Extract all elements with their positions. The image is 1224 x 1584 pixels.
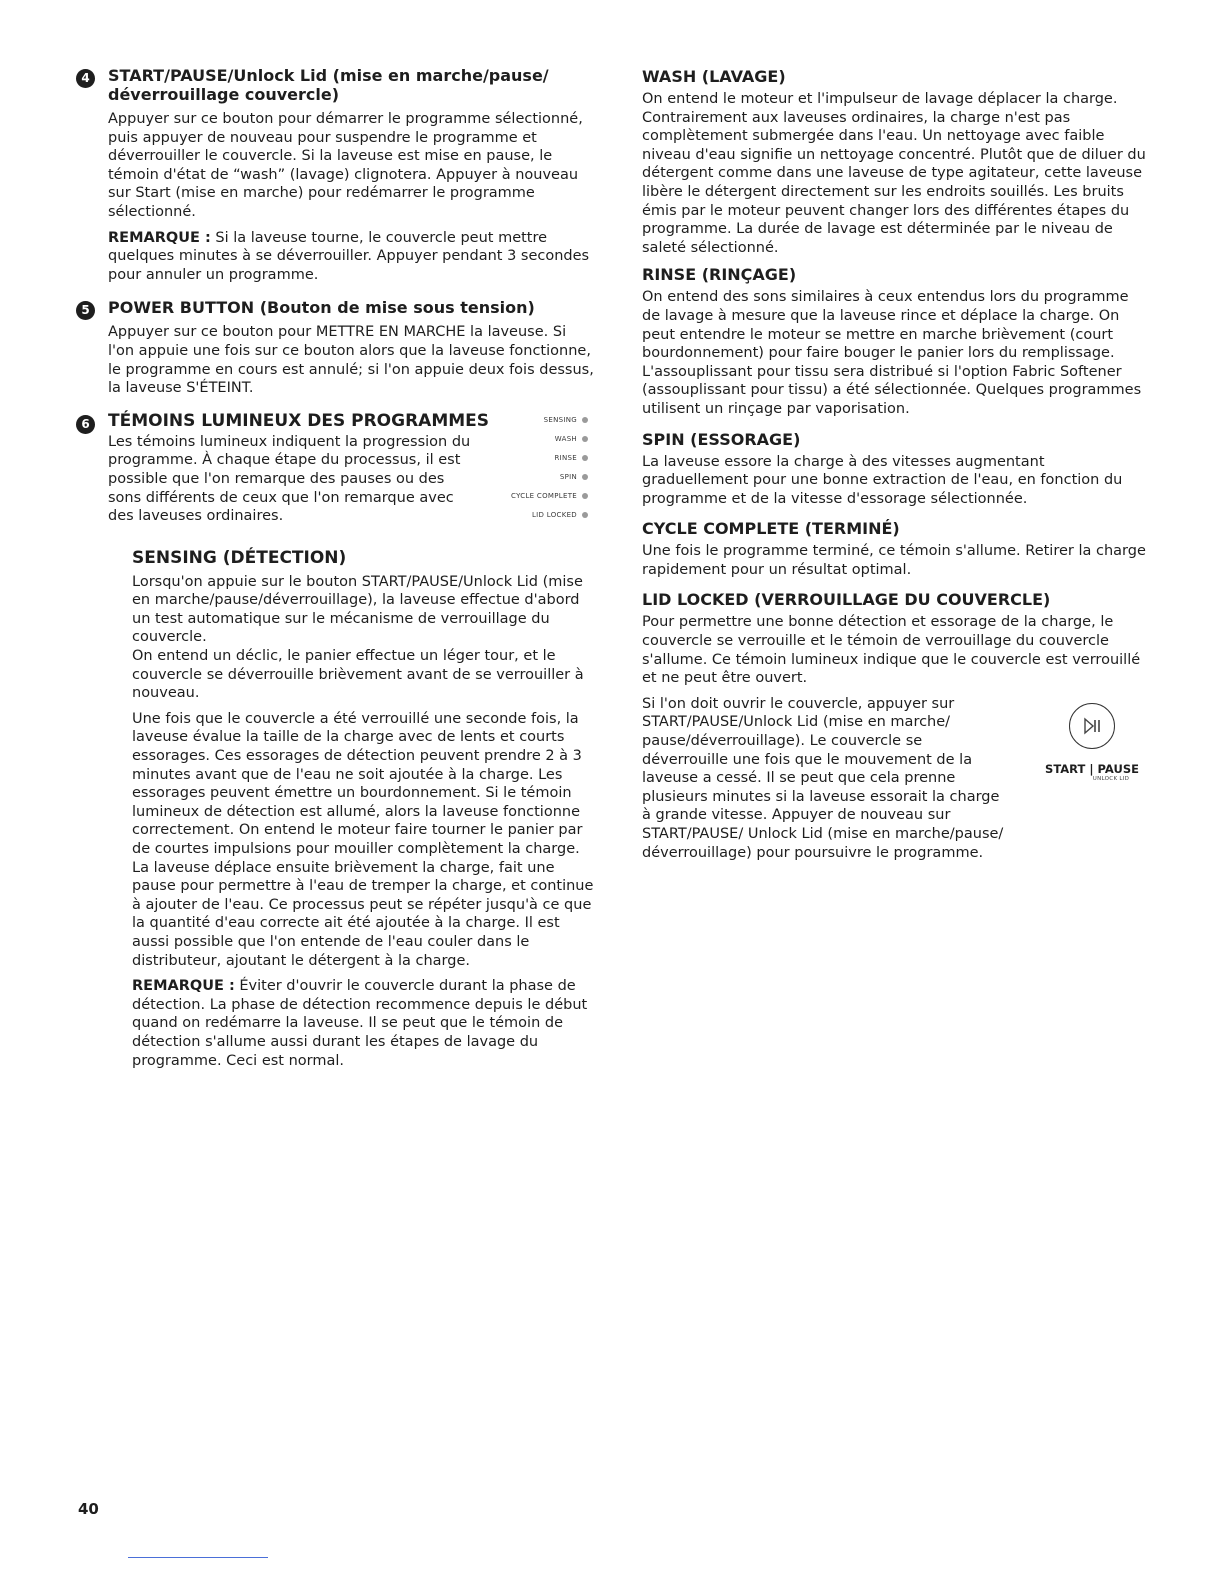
cycle-complete-body: Une fois le programme terminé, ce témoin s'allume. Retirer la charge rapidement pour un résultat optimal. <box>642 543 1146 578</box>
indicator-light-list <box>478 411 588 525</box>
sensing-note <box>132 977 596 1070</box>
rinse-title: RINSE (RINÇAGE) <box>642 265 797 285</box>
section-spin <box>642 429 1147 509</box>
indicator-spin: SPIN <box>478 468 588 487</box>
lid-locked-body2: Si l'on doit ouvrir le couvercle, appuyer sur START/PAUSE/Unlock Lid (mise en marche/ pause/déverrouillage). Le couvercle se déverrouille une fois que le mouvement de la laveuse a cessé. Il se peut que cela prenne plusieurs minutes si la laveuse essorait la charge à grande vitesse. Appuyer de nouveau sur START/PAUSE/ Unlock Lid (mise en marche/pause/ déverrouillage) pour poursuivre le programme. <box>642 695 1004 861</box>
note-label: REMARQUE : <box>108 229 211 246</box>
note-text: Si la laveuse tourne, le couvercle peut mettre quelques minutes à se déverrouiller. Appuyer pendant 3 secondes pour annuler un programme. <box>108 229 590 283</box>
section-cycle-complete <box>642 518 1147 579</box>
item-5-title <box>108 298 596 317</box>
number-badge-6: 6 <box>76 415 95 434</box>
wash-title: WASH (LAVAGE) <box>642 67 786 86</box>
note-label: REMARQUE : <box>132 978 235 995</box>
indicator-cycle-complete: CYCLE COMPLETE <box>478 487 588 506</box>
item-5-body: Appuyer sur ce bouton pour METTRE EN MARCHE la laveuse. Si l'on appuie une fois sur ce bouton alors que la laveuse fonctionne, le programme en cours est annulé; si l'on appuie deux fois dessus, la laveuse S'ÉTEINT. <box>108 324 594 397</box>
section-sensing <box>76 548 596 1070</box>
item-4-note <box>76 229 596 285</box>
section-wash <box>642 66 1147 257</box>
item-5-heading <box>76 298 596 317</box>
sensing-title: SENSING (DÉTECTION) <box>132 547 347 568</box>
spin-body: La laveuse essore la charge à des vitesses augmentant graduellement pour une bonne extraction de l'eau, en fonction du programme et de la vitesse d'essorage sélectionnée. <box>642 453 1123 507</box>
indicator-sensing: SENSING <box>478 411 588 430</box>
item-6-body: Les témoins lumineux indiquent la progression du programme. À chaque étape du processus, il est possible que l'on remarque des pauses ou des sons différents de ceux que l'on remarque avec des laveuses ordinaires. <box>108 433 471 525</box>
section-start-pause <box>76 66 596 284</box>
led-icon <box>582 493 588 499</box>
item-5-title-main: POWER BUTTON <box>108 298 255 318</box>
led-icon <box>582 436 588 442</box>
section-rinse <box>642 264 1147 418</box>
indicator-rinse: RINSE <box>478 449 588 468</box>
item-6-title: TÉMOINS LUMINEUX DES PROGRAMMES <box>108 410 490 431</box>
lid-locked-title: LID LOCKED (VERROUILLAGE DU COUVERCLE) <box>642 590 1051 610</box>
led-icon <box>582 474 588 480</box>
lid-locked-body: Pour permettre une bonne détection et essorage de la charge, le couvercle se verrouille et le témoin de verrouillage du couvercle s'allume. Ce témoin lumineux indique que le couvercle est verrouillé et ne peut être ouvert. <box>642 614 1141 687</box>
number-badge-5: 5 <box>76 301 95 320</box>
led-icon <box>582 512 588 518</box>
section-cycle-indicators <box>76 412 596 526</box>
item-4-title-line2: déverrouillage couvercle) <box>108 85 340 104</box>
sensing-p1: Lorsqu'on appuie sur le bouton START/PAUSE/Unlock Lid (mise en marche/pause/déverrouillage), la laveuse effectue d'abord un test automatique sur le mécanisme de verrouillage du couvercle. <box>132 573 583 646</box>
item-5-title-sub: (Bouton de mise sous tension) <box>254 298 535 318</box>
note-text: Éviter d'ouvrir le couvercle durant la phase de détection. La phase de détection recommence depuis le début quand on redémarre la laveuse. Il se peut que le témoin de détection s'allume aussi durant les étapes de lavage du programme. Ceci est normal. <box>132 978 588 1069</box>
lid-locked-instructions <box>642 695 1147 862</box>
left-column <box>76 66 596 1077</box>
start-pause-label: START | PAUSE <box>1045 761 1139 776</box>
number-badge-4: 4 <box>76 69 95 88</box>
spin-title: SPIN (ESSORAGE) <box>642 429 801 449</box>
play-pause-icon <box>1069 703 1115 749</box>
footer-divider <box>128 1557 268 1558</box>
led-icon <box>582 455 588 461</box>
sensing-p2: On entend un déclic, le panier effectue un léger tour, et le couvercle se déverrouille brièvement avant de se verrouiller à nouveau. <box>132 648 584 702</box>
page-number: 40 <box>78 1500 99 1518</box>
item-4-heading <box>76 66 596 104</box>
start-pause-button-figure <box>1037 703 1147 783</box>
item-4-title: START/PAUSE/Unlock Lid (mise en marche/pause/ <box>108 66 549 85</box>
section-lid-locked <box>642 589 1147 862</box>
rinse-body: On entend des sons similaires à ceux entendus lors du programme de lavage à mesure que la laveuse rince et déplace la charge. On peut entendre le moteur se mettre en marche brièvement (court bourdonnement) pour faire bouger le panier lors du remplissage. L'assouplissant pour tissu sera distribué si l'option Fabric Softener (assouplissant pour tissu) a été sélectionnée. Quelques programmes utilisent un rinçage par vaporisation. <box>642 289 1142 417</box>
unlock-lid-sublabel: UNLOCK LID <box>1092 775 1130 782</box>
wash-body: On entend le moteur et l'impulseur de lavage déplacer la charge. Contrairement aux laveuses ordinaires, la charge n'est pas complètement submergée dans l'eau. Un nettoyage avec faible niveau d'eau signifie un nettoyage concentré. Plutôt que de diluer du détergent comme dans une laveuse de type agitateur, cette laveuse libère le détergent directement sur les endroits souillés. Les bruits émis par le moteur peuvent changer lors des différentes étapes du programme. La durée de lavage est déterminée par le niveau de saleté sélectionné. <box>642 91 1146 256</box>
led-icon <box>582 417 588 423</box>
indicator-lid-locked: LID LOCKED <box>478 506 588 525</box>
right-column <box>642 66 1147 869</box>
item-4-body: Appuyer sur ce bouton pour démarrer le programme sélectionné, puis appuyer de nouveau pour suspendre le programme et déverrouiller le couvercle. Si la laveuse est mise en pause, le témoin d'état de “wash” (lavage) clignotera. Appuyer à nouveau sur Start (mise en marche) pour redémarrer le programme sélectionné. <box>108 111 583 220</box>
sensing-p3: Une fois que le couvercle a été verrouillé une seconde fois, la laveuse évalue la taille de la charge avec de lents et courts essorages. Ces essorages de détection peuvent prendre 2 à 3 minutes avant que de l'eau ne soit ajoutée à la charge. Les essorages peuvent émettre un bourdonnement. Si le témoin lumineux de détection est allumé, alors la laveuse fonctionne correctement. On entend le moteur faire tourner le panier par de courtes impulsions pour mouiller complètement la charge. La laveuse déplace ensuite brièvement la charge, fait une pause pour permettre à l'eau de tremper la charge, et continue à ajouter de l'eau. Ce processus peut se répéter jusqu'à ce que la quantité d'eau correcte ait été ajoutée à la charge. Il est aussi possible que l'on entende de l'eau couler dans le distributeur, ajoutant le détergent à la charge. <box>132 710 594 969</box>
indicator-wash: WASH <box>478 430 588 449</box>
cycle-complete-title: CYCLE COMPLETE (TERMINÉ) <box>642 519 900 539</box>
section-power-button <box>76 298 596 397</box>
